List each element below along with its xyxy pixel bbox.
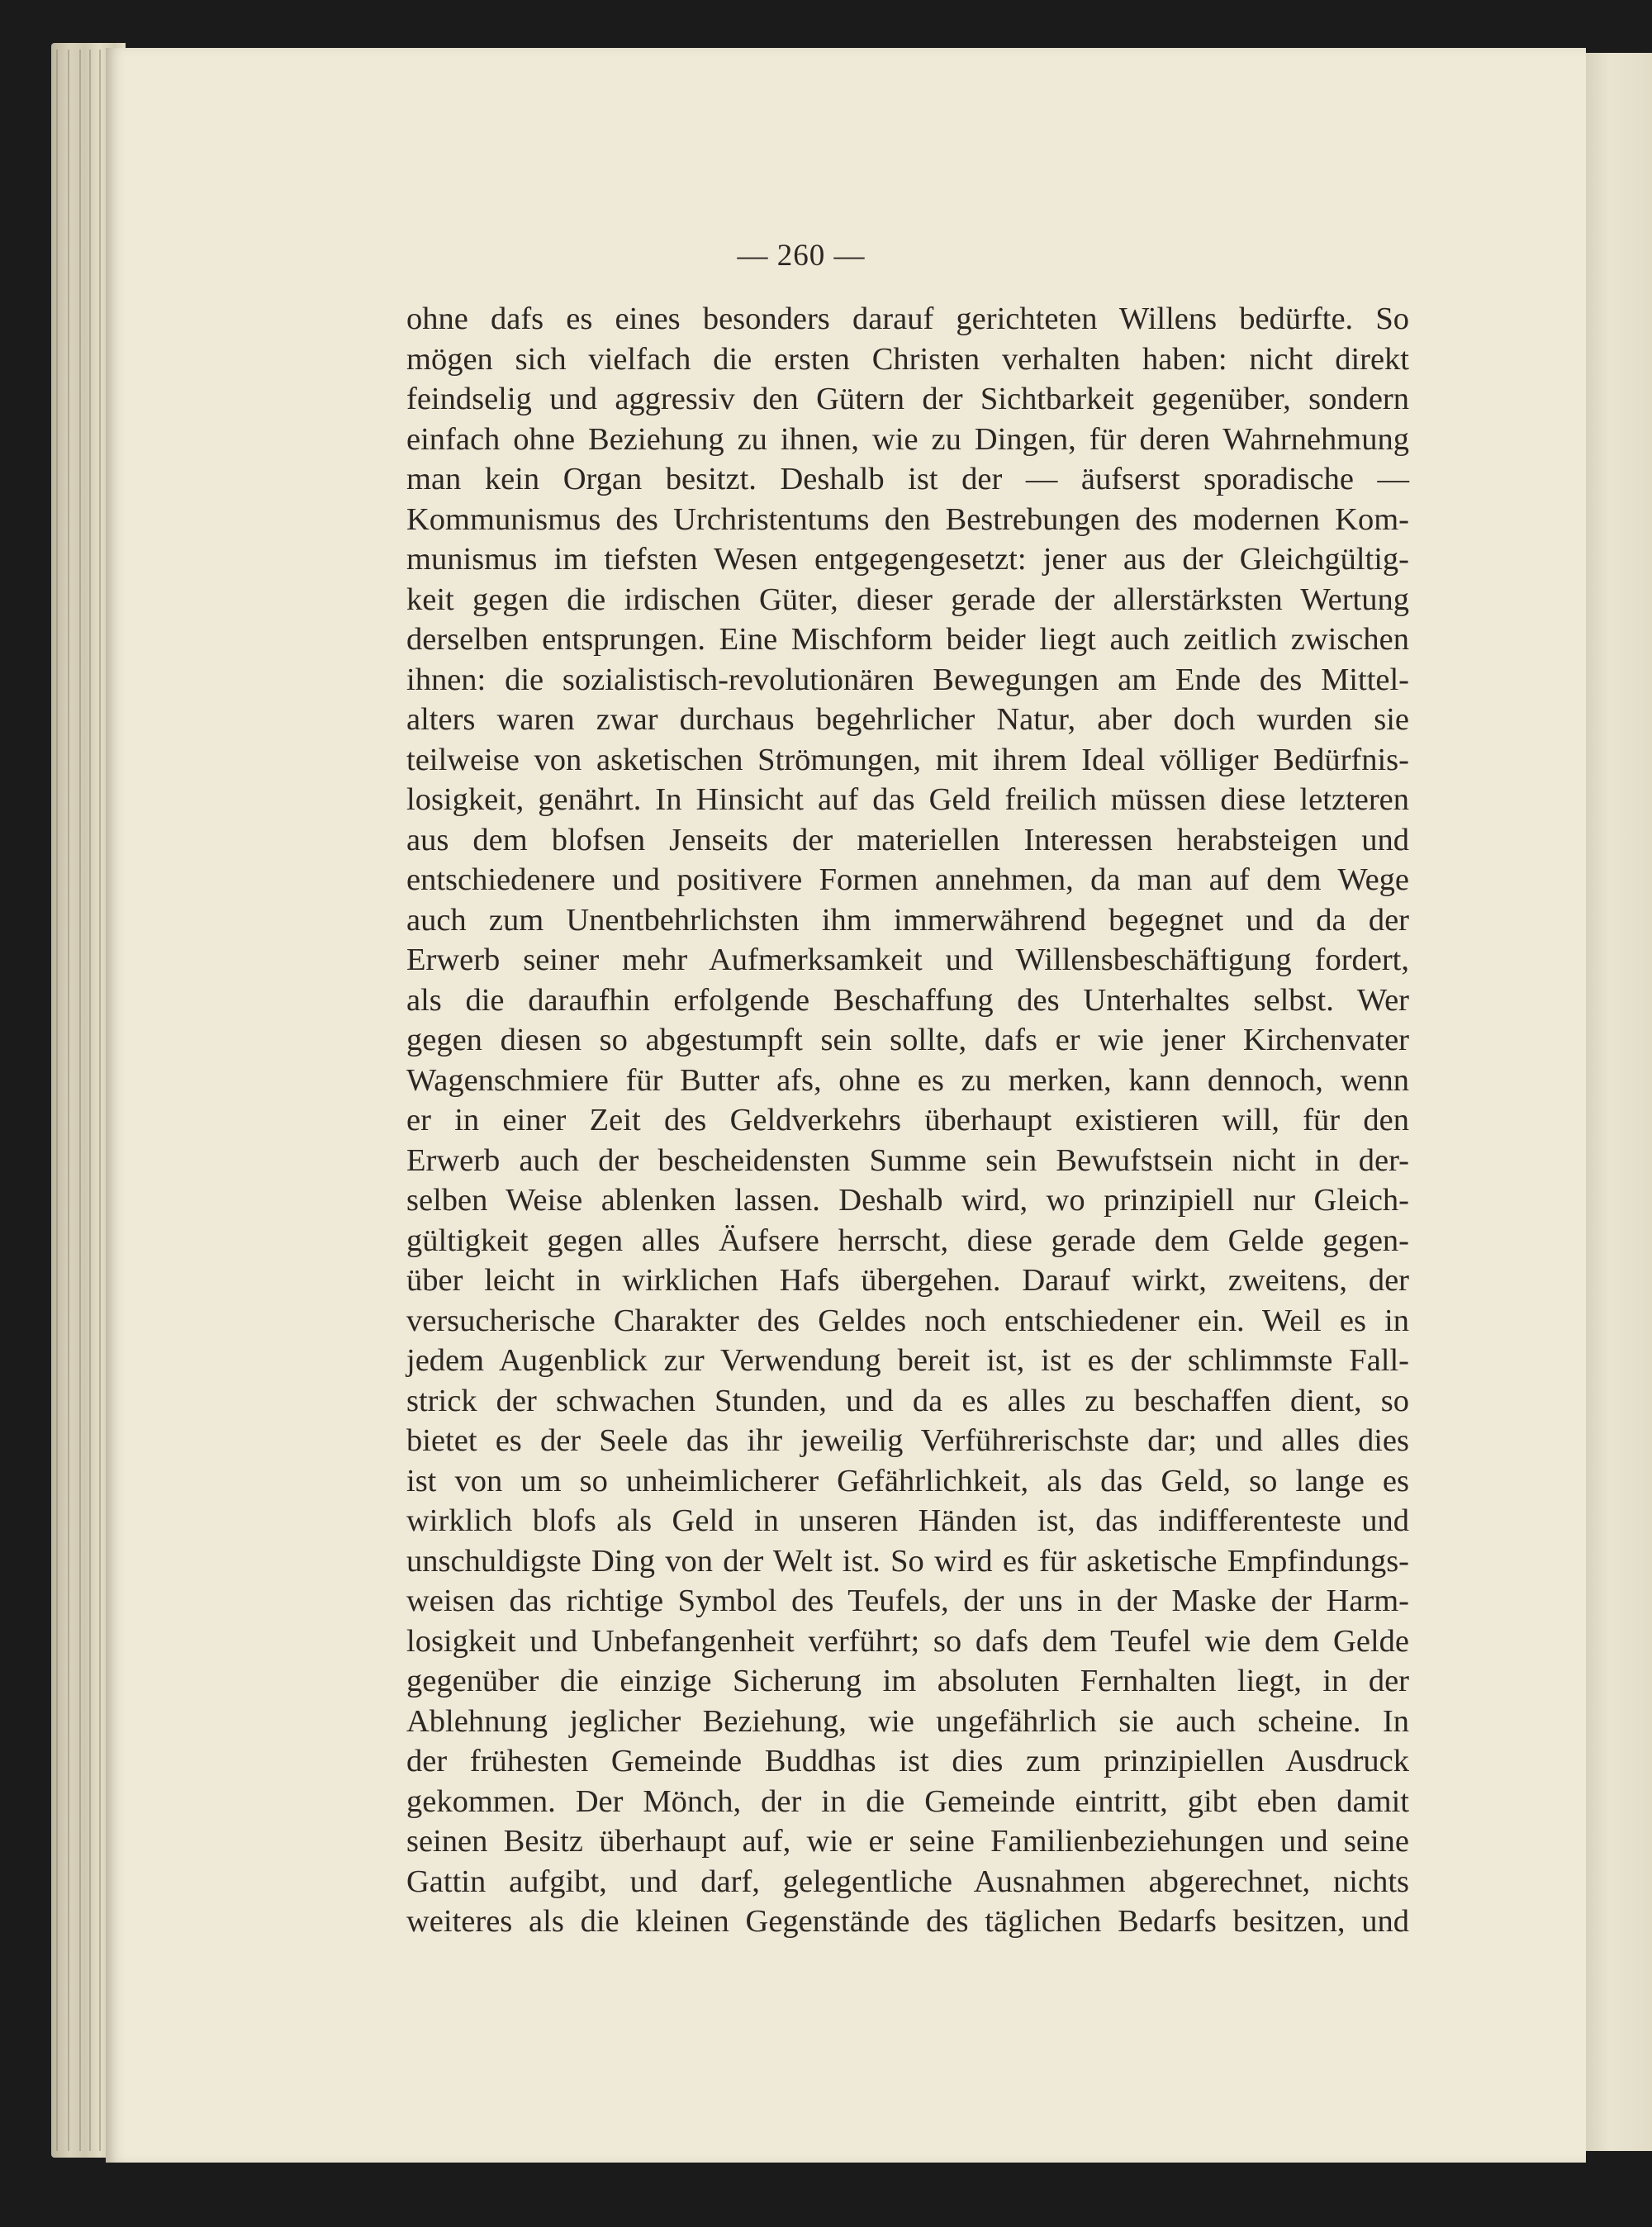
text-line: gültigkeit gegen alles Äufsere herrscht, diese gerade dem Gelde gegen- [406,1223,1409,1258]
text-line: strick der schwachen Stunden, und da es alles zu beschaffen dient, so [406,1383,1409,1418]
text-line: seinen Besitz überhaupt auf, wie er seine Familienbeziehungen und seine [406,1824,1409,1859]
text-line: teilweise von asketischen Strömungen, mit ihrem Ideal völliger Bedürfnis- [406,742,1409,777]
text-line: bietet es der Seele das ihr jeweilig Verführerischste dar; und alles dies [406,1423,1409,1458]
text-line: Wagenschmiere für Butter afs, ohne es zu merken, kann dennoch, wenn [406,1062,1409,1098]
text-line: gekommen. Der Mönch, der in die Gemeinde eintritt, gibt eben damit [406,1783,1409,1819]
text-line: Erwerb auch der bescheidensten Summe sein Bewufstsein nicht in der- [406,1142,1409,1178]
text-line: alters waren zwar durchaus begehrlicher Natur, aber doch wurden sie [406,702,1409,737]
page-edge-line [79,50,81,2151]
facing-page-edge [1582,53,1652,2151]
text-line: wirklich blofs als Geld in unseren Händen ist, das indifferenteste und [406,1503,1409,1538]
text-line: gegenüber die einzige Sicherung im absoluten Fernhalten liegt, in der [406,1664,1409,1698]
text-line: ihnen: die sozialistisch-revolutionären Bewegungen am Ende des Mittel- [406,662,1409,697]
text-line: Ablehnung jeglicher Beziehung, wie ungefährlich sie auch scheine. In [406,1703,1409,1739]
text-line: aus dem blofsen Jenseits der materiellen Interessen herabsteigen und [406,822,1409,857]
text-line: man kein Organ besitzt. Deshalb ist der — äufserst sporadische — [406,462,1409,496]
text-line: ist von um so unheimlicherer Gefährlichkeit, als das Geld, so lange es [406,1463,1409,1498]
text-line: feindselig und aggressiv den Gütern der Sichtbarkeit gegenüber, sondern [406,382,1409,416]
text-line: Kommunismus des Urchristentums den Bestrebungen des modernen Kom- [406,501,1409,537]
body-text [406,299,1409,1942]
text-line: munismus im tiefsten Wesen entgegengesetzt: jener aus der Gleichgültig- [406,542,1409,577]
text-line: losigkeit und Unbefangenheit verführt; so dafs dem Teufel wie dem Gelde [406,1623,1409,1659]
text-line: der frühesten Gemeinde Buddhas ist dies zum prinzipiellen Ausdruck [406,1744,1409,1778]
text-line: keit gegen die irdischen Güter, dieser gerade der allerstärksten Wertung [406,582,1409,617]
text-line: auch zum Unentbehrlichsten ihm immerwährend begegnet und da der [406,902,1409,938]
text-line: jedem Augenblick zur Verwendung bereit ist, ist es der schlimmste Fall- [406,1343,1409,1378]
text-line: ohne dafs es eines besonders darauf gerichteten Willens bedürfte. So [406,302,1409,336]
text-line: einfach ohne Beziehung zu ihnen, wie zu Dingen, für deren Wahrnehmung [406,421,1409,457]
text-line: als die daraufhin erfolgende Beschaffung des Unterhaltes selbst. Wer [406,982,1409,1018]
page-edge-line [99,50,101,2151]
text-line: Erwerb seiner mehr Aufmerksamkeit und Willensbeschäftigung fordert, [406,943,1409,977]
text-line: selben Weise ablenken lassen. Deshalb wird, wo prinzipiell nur Gleich- [406,1183,1409,1218]
page-edge-line [89,50,91,2151]
text-line: versucherische Charakter des Geldes noch entschiedener ein. Weil es in [406,1303,1409,1338]
page-number: — 260 — [737,239,866,273]
page-edge-line [68,50,69,2151]
text-line: über leicht in wirklichen Hafs übergehen. Darauf wirkt, zweitens, der [406,1263,1409,1298]
text-line: entschiedenere und positivere Formen annehmen, da man auf dem Wege [406,862,1409,897]
text-line: er in einer Zeit des Geldverkehrs überhaupt existieren will, für den [406,1103,1409,1137]
text-line: unschuldigste Ding von der Welt ist. So wird es für asketische Empfindungs- [406,1543,1409,1579]
page-edge-line [56,50,58,2151]
text-line: gegen diesen so abgestumpft sein sollte, dafs er wie jener Kirchenvater [406,1023,1409,1057]
text-line: weisen das richtige Symbol des Teufels, der uns in der Maske der Harm- [406,1584,1409,1618]
text-line: mögen sich vielfach die ersten Christen verhalten haben: nicht direkt [406,341,1409,377]
text-line: losigkeit, genährt. In Hinsicht auf das Geld freilich müssen diese letzteren [406,782,1409,817]
text-line: weiteres als die kleinen Gegenstände des täglichen Bedarfs besitzen, und [406,1904,1409,1939]
text-line: derselben entsprungen. Eine Mischform beider liegt auch zeitlich zwischen [406,622,1409,657]
text-line: Gattin aufgibt, und darf, gelegentliche Ausnahmen abgerechnet, nichts [406,1864,1409,1899]
